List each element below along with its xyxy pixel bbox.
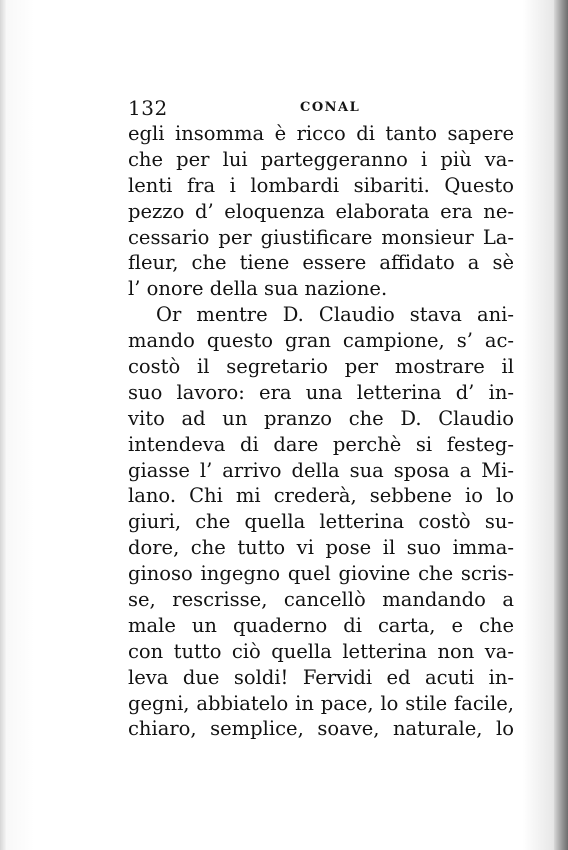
text-line: lano. Chi mi crederà, sebbene io lo [128,484,514,508]
text-line: mando questo gran campione, s’ ac- [128,329,514,353]
text-line: pezzo d’ eloquenza elaborata era ne- [128,199,514,223]
text-line: dore, che tutto vi pose il suo imma- [128,536,514,560]
text-line: male un quaderno di carta, e che [128,613,514,637]
text-line: intendeva di dare perchè si festeg- [128,432,514,456]
running-title: CONAL [300,100,361,115]
text-line: l’ onore della sua nazione. [128,277,388,301]
text-line: suo lavoro: era una letterina d’ in- [128,380,514,404]
text-line: vito ad un pranzo che D. Claudio [128,406,514,430]
text-line: giuri, che quella letterina costò su- [128,510,514,534]
page-left-edge [0,0,6,850]
text-line: lenti fra i lombardi sibariti. Questo [128,173,514,197]
text-line: che per lui parteggeranno i più va- [128,147,514,171]
text-line: giasse l’ arrivo della sua sposa a Mi- [128,458,514,482]
text-line: chiaro, semplice, soave, naturale, lo [128,717,514,741]
text-line: ginoso ingegno quel giovine che scris- [128,562,514,586]
running-head [128,96,514,122]
text-line: fleur, che tiene essere affidato a sè [128,251,514,275]
text-line: gegni, abbiatelo in pace, lo stile facile, [128,691,514,715]
text-line: se, rescrisse, cancellò mandando a [128,588,514,612]
text-line: costò il segretario per mostrare il [128,355,514,379]
text-line: leva due soldi! Fervidi ed acuti in- [128,665,514,689]
page-binding-shadow [554,0,568,850]
text-line: egli insomma è ricco di tanto sapere [128,122,514,145]
text-line: cessario per giustificare monsieur La- [128,225,514,249]
body-text [128,121,514,742]
paragraph-2 [128,302,514,742]
paragraph-1 [128,121,514,302]
text-line: Or mentre D. Claudio stava ani- [156,303,514,327]
page-number: 132 [128,96,168,120]
text-line: con tutto ciò quella letterina non va- [128,639,514,663]
